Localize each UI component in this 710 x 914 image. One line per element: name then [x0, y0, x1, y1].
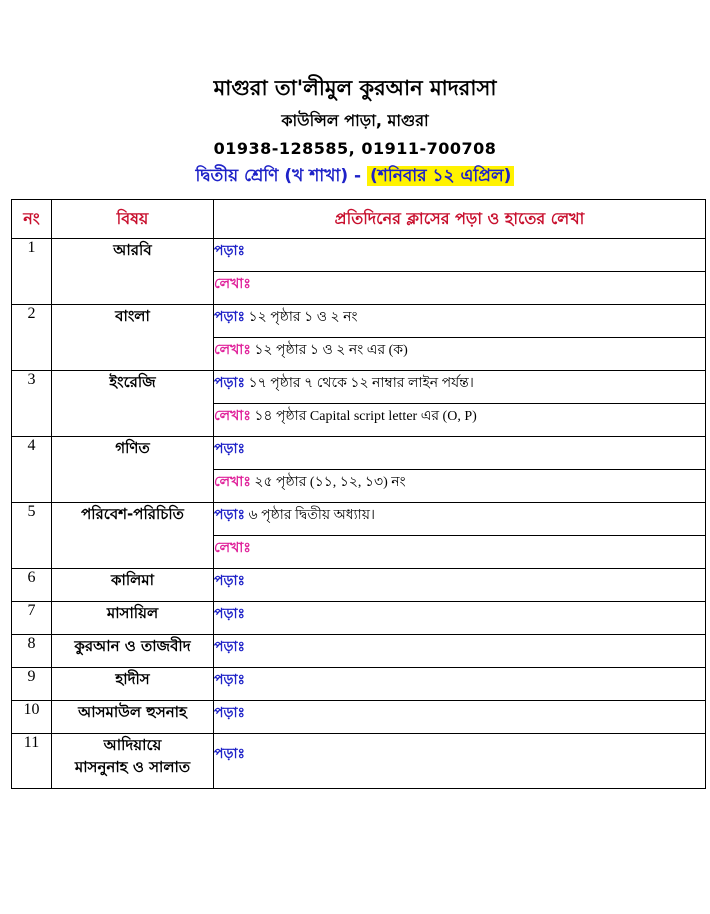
class-name: দ্বিতীয় শ্রেণি (খ শাখা)	[195, 166, 349, 186]
row-subject: মাসায়িল	[52, 602, 214, 635]
write-task	[214, 536, 706, 569]
read-task	[214, 701, 706, 734]
write-text: ২৫ পৃষ্ঠার (১১, ১২, ১৩) নং	[254, 475, 406, 490]
read-label: পড়াঃ	[214, 375, 246, 391]
read-label: পড়াঃ	[214, 507, 246, 523]
table-row	[12, 668, 706, 701]
read-label: পড়াঃ	[214, 441, 246, 457]
read-task	[214, 734, 706, 789]
row-number: 4	[12, 437, 52, 503]
write-label: লেখাঃ	[214, 342, 251, 358]
column-header-subject: বিষয়	[52, 200, 214, 239]
read-text: ৬ পৃষ্ঠার দ্বিতীয় অধ্যায়।	[248, 508, 375, 523]
row-number: 2	[12, 305, 52, 371]
write-text: ১৪ পৃষ্ঠার Capital script letter এর (O, P)	[254, 409, 477, 424]
row-number: 6	[12, 569, 52, 602]
read-label: পড়াঃ	[214, 243, 246, 259]
row-number: 10	[12, 701, 52, 734]
row-number: 11	[12, 734, 52, 789]
row-subject: কুরআন ও তাজবীদ	[52, 635, 214, 668]
read-task	[214, 239, 706, 272]
row-subject: পরিবেশ-পরিচিতি	[52, 503, 214, 569]
table-row	[12, 569, 706, 602]
row-subject: আসমাউল হুসনাহ	[52, 701, 214, 734]
read-label: পড়াঃ	[214, 309, 246, 325]
write-label: লেখাঃ	[214, 276, 251, 292]
row-number: 1	[12, 239, 52, 305]
read-label: পড়াঃ	[214, 573, 246, 589]
read-label: পড়াঃ	[214, 639, 246, 655]
read-task	[214, 371, 706, 404]
row-subject: আরবি	[52, 239, 214, 305]
column-header-task: প্রতিদিনের ক্লাসের পড়া ও হাতের লেখা	[214, 200, 706, 239]
class-date-separator: -	[354, 166, 362, 186]
read-task	[214, 305, 706, 338]
table-row	[12, 371, 706, 404]
read-label: পড়াঃ	[214, 705, 246, 721]
row-subject: গণিত	[52, 437, 214, 503]
table-row	[12, 437, 706, 470]
row-number: 8	[12, 635, 52, 668]
row-subject-line1: আদিয়ায়ে	[103, 736, 162, 754]
read-task	[214, 569, 706, 602]
read-text: ১২ পৃষ্ঠার ১ ও ২ নং	[248, 310, 358, 325]
row-number: 7	[12, 602, 52, 635]
table-row	[12, 734, 706, 789]
madrasa-title: মাগুরা তা'লীমুল কুরআন মাদরাসা	[213, 76, 497, 100]
row-subject	[52, 734, 214, 789]
row-subject: বাংলা	[52, 305, 214, 371]
table-row	[12, 503, 706, 536]
write-task	[214, 338, 706, 371]
write-text: ১২ পৃষ্ঠার ১ ও ২ নং এর (ক)	[254, 343, 408, 358]
table-row	[12, 635, 706, 668]
write-label: লেখাঃ	[214, 474, 251, 490]
read-task	[214, 668, 706, 701]
madrasa-phones: 01938-128585, 01911-700708	[213, 139, 497, 158]
write-task	[214, 272, 706, 305]
class-date: (শনিবার ১২ এপ্রিল)	[367, 166, 514, 186]
row-subject: কালিমা	[52, 569, 214, 602]
read-task	[214, 437, 706, 470]
table-row	[12, 239, 706, 272]
row-subject: হাদীস	[52, 668, 214, 701]
read-task	[214, 635, 706, 668]
row-subject: ইংরেজি	[52, 371, 214, 437]
write-task	[214, 404, 706, 437]
table-header-row	[12, 200, 706, 239]
read-label: পড়াঃ	[214, 606, 246, 622]
class-line	[0, 163, 710, 189]
row-number: 3	[12, 371, 52, 437]
read-label: পড়াঃ	[214, 672, 246, 688]
write-label: লেখাঃ	[214, 540, 251, 556]
class-routine-table	[11, 199, 706, 789]
column-header-no: নং	[12, 200, 52, 239]
madrasa-address: কাউন্সিল পাড়া, মাগুরা	[281, 111, 429, 130]
table-row	[12, 305, 706, 338]
row-number: 5	[12, 503, 52, 569]
read-label: পড়াঃ	[214, 746, 246, 762]
table-row	[12, 701, 706, 734]
row-subject-line2: মাসনুনাহ ও সালাত	[74, 758, 191, 776]
write-task	[214, 470, 706, 503]
write-label: লেখাঃ	[214, 408, 251, 424]
read-text: ১৭ পৃষ্ঠার ৭ থেকে ১২ নাম্বার লাইন পর্যন্ত।	[248, 376, 474, 391]
row-number: 9	[12, 668, 52, 701]
table-row	[12, 602, 706, 635]
read-task	[214, 602, 706, 635]
read-task	[214, 503, 706, 536]
